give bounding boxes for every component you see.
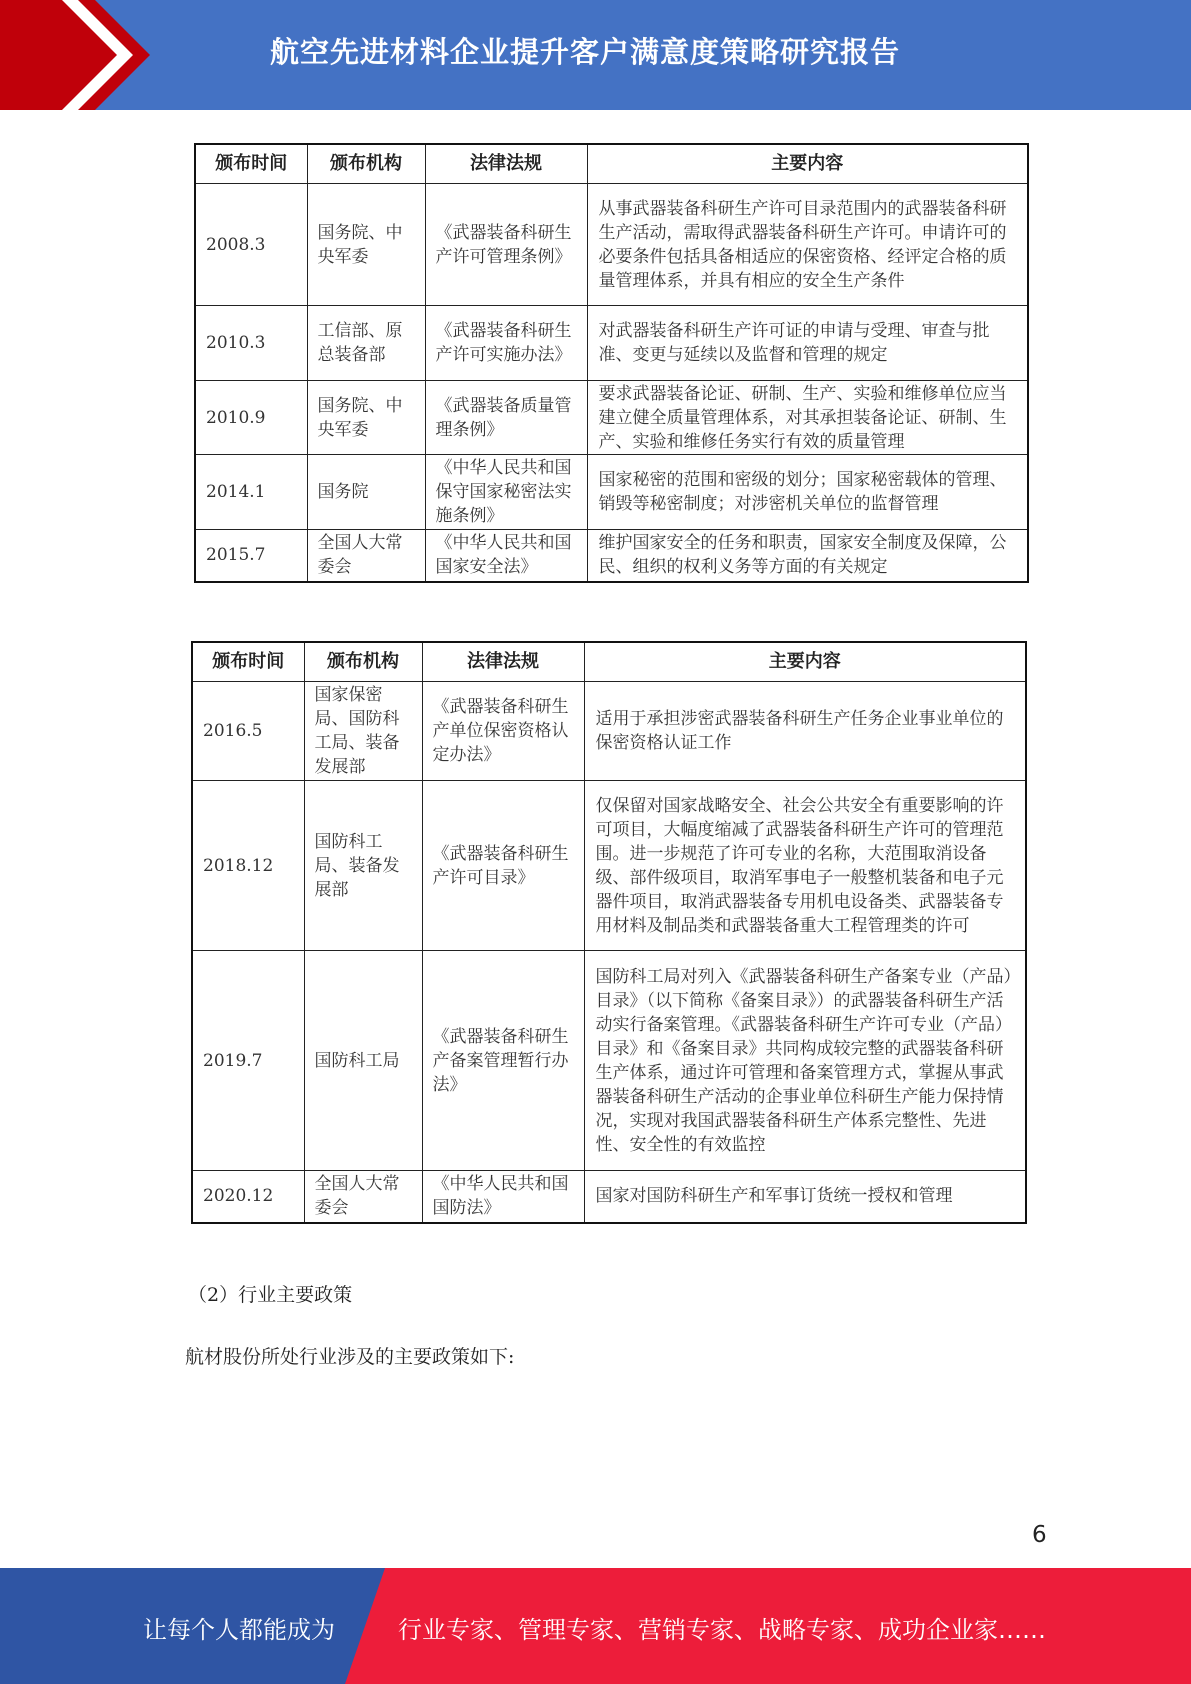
intro-paragraph: 航材股份所处行业涉及的主要政策如下: [185, 1346, 515, 1368]
cell-law: 《武器装备质量管理条例》 [425, 381, 587, 455]
cell-org: 国务院、中央军委 [307, 184, 425, 306]
footer-slogan-right: 行业专家、管理专家、营销专家、战略专家、成功企业家…… [398, 1616, 1046, 1644]
header-arrow-icon [0, 0, 160, 110]
section-subheading: （2）行业主要政策 [188, 1284, 353, 1306]
cell-content: 国防科工局对列入《武器装备科研生产备案专业（产品）目录》（以下简称《备案目录》）的武器装备科研生产活动实行备案管理。《武器装备科研生产许可专业（产品）目录》和《备案目录》共同构成较完整的武器装备科研生产体系，通过许可管理和备案管理方式，掌握从事武器装备科研生产活动的企事业单位科研生产能力保持情况，实现对我国武器装备科研生产体系完整性、先进性、安全性的有效监控 [584, 951, 1026, 1171]
cell-law: 《中华人民共和国国家安全法》 [425, 530, 587, 582]
cell-org: 全国人大常委会 [304, 1171, 422, 1223]
header-law: 法律法规 [422, 642, 584, 682]
cell-law: 《武器装备科研生产许可目录》 [422, 781, 584, 951]
cell-content: 维护国家安全的任务和职责，国家安全制度及保障，公民、组织的权利义务等方面的有关规定 [587, 530, 1028, 582]
regulations-table-1 [194, 143, 1029, 583]
cell-org: 国务院 [307, 455, 425, 530]
cell-org: 国防科工局、装备发展部 [304, 781, 422, 951]
cell-content: 从事武器装备科研生产许可目录范围内的武器装备科研生产活动，需取得武器装备科研生产许可。申请许可的必要条件包括具备相适应的保密资格、经评定合格的质量管理体系，并具有相应的安全生产条件 [587, 184, 1028, 306]
page-header [0, 0, 1191, 110]
cell-content: 仅保留对国家战略安全、社会公共安全有重要影响的许可项目，大幅度缩减了武器装备科研生产许可的管理范围。进一步规范了许可专业的名称，大范围取消设备级、部件级项目，取消军事电子一般整机装备和电子元器件项目，取消武器装备专用机电设备类、武器装备专用材料及制品类和武器装备重大工程管理类的许可 [584, 781, 1026, 951]
header-date: 颁布时间 [192, 642, 304, 682]
table-row [195, 530, 1028, 582]
header-content: 主要内容 [584, 642, 1026, 682]
cell-date: 2008.3 [195, 184, 307, 306]
cell-content: 适用于承担涉密武器装备科研生产任务企业事业单位的保密资格认证工作 [584, 682, 1026, 781]
cell-content: 国家秘密的范围和密级的划分；国家秘密载体的管理、销毁等秘密制度；对涉密机关单位的监督管理 [587, 455, 1028, 530]
cell-org: 国务院、中央军委 [307, 381, 425, 455]
cell-org: 工信部、原总装备部 [307, 306, 425, 381]
cell-date: 2019.7 [192, 951, 304, 1171]
table-header-row [195, 144, 1028, 184]
page-footer [0, 1568, 1191, 1684]
table-row [195, 306, 1028, 381]
cell-law: 《武器装备科研生产许可实施办法》 [425, 306, 587, 381]
table-row [195, 455, 1028, 530]
cell-date: 2014.1 [195, 455, 307, 530]
table-row [192, 781, 1026, 951]
header-content: 主要内容 [587, 144, 1028, 184]
cell-org: 全国人大常委会 [307, 530, 425, 582]
cell-date: 2010.3 [195, 306, 307, 381]
header-law: 法律法规 [425, 144, 587, 184]
table-row [195, 184, 1028, 306]
table-row [192, 951, 1026, 1171]
table-header-row [192, 642, 1026, 682]
page-number: 6 [1032, 1522, 1047, 1548]
cell-law: 《中华人民共和国国防法》 [422, 1171, 584, 1223]
report-title: 航空先进材料企业提升客户满意度策略研究报告 [270, 35, 901, 69]
header-date: 颁布时间 [195, 144, 307, 184]
table-row [192, 682, 1026, 781]
table-row [192, 1171, 1026, 1223]
header-org: 颁布机构 [304, 642, 422, 682]
cell-date: 2020.12 [192, 1171, 304, 1223]
cell-content: 要求武器装备论证、研制、生产、实验和维修单位应当建立健全质量管理体系，对其承担装备论证、研制、生产、实验和维修任务实行有效的质量管理 [587, 381, 1028, 455]
header-org: 颁布机构 [307, 144, 425, 184]
cell-law: 《武器装备科研生产许可管理条例》 [425, 184, 587, 306]
cell-law: 《中华人民共和国保守国家秘密法实施条例》 [425, 455, 587, 530]
footer-slogan-left: 让每个人都能成为 [143, 1616, 335, 1644]
cell-date: 2016.5 [192, 682, 304, 781]
regulations-table-2 [191, 641, 1027, 1224]
cell-date: 2010.9 [195, 381, 307, 455]
cell-law: 《武器装备科研生产备案管理暂行办法》 [422, 951, 584, 1171]
cell-org: 国家保密局、国防科工局、装备发展部 [304, 682, 422, 781]
cell-date: 2018.12 [192, 781, 304, 951]
cell-content: 国家对国防科研生产和军事订货统一授权和管理 [584, 1171, 1026, 1223]
cell-content: 对武器装备科研生产许可证的申请与受理、审查与批准、变更与延续以及监督和管理的规定 [587, 306, 1028, 381]
cell-date: 2015.7 [195, 530, 307, 582]
cell-law: 《武器装备科研生产单位保密资格认定办法》 [422, 682, 584, 781]
cell-org: 国防科工局 [304, 951, 422, 1171]
table-row [195, 381, 1028, 455]
